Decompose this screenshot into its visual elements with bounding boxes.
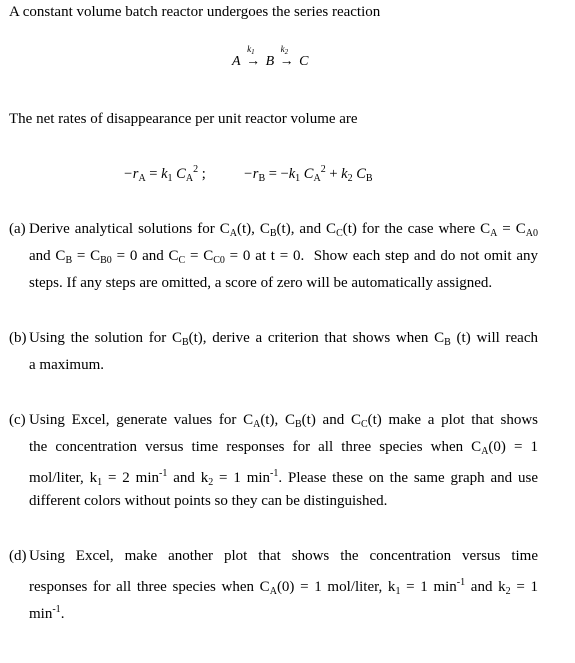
rate-constant-k1: $k_1$ — [247, 44, 255, 56]
part-a-line-2: and $C_B = C_{B0} = 0$ and $C_C = C_{C0} = 0$ at t = 0. Show each step and do not omit any — [29, 248, 538, 266]
reaction-scheme — [232, 44, 309, 70]
part-d-line-2: responses for all three species when $C_A(0) = 1$ mol/liter, $k_1 = 1$ $\min^{-1}$ and $k_2 = 1$ — [29, 577, 538, 597]
part-d-line-3: $\min^{-1}$. — [29, 604, 65, 622]
species-a: A — [232, 54, 241, 69]
part-c-line-1: Using Excel, generate values for $C_A(t)$, $C_B(t)$ and $C_C(t)$ make a plot that shows — [29, 412, 538, 430]
part-c-line-4: different colors without points so they can be distinguished. — [29, 493, 388, 509]
rate-equation-b: $-r_B = -k_1$ $C_A^2 + k_2$ $C_B$ — [243, 164, 373, 184]
intro-text: A constant volume batch reactor undergoes the series reaction — [9, 4, 381, 20]
part-a-line-3: steps. If any steps are omitted, a score of zero will be automatically assigned. — [29, 275, 493, 291]
reaction-arrow-2: $k_2$ → — [279, 44, 294, 69]
part-d-label: (d) — [9, 548, 27, 564]
part-a-line-1: Derive analytical solutions for $C_A(t)$, $C_B(t)$, and $C_C(t)$ for the case where $C_A = C_{A0}$ — [29, 221, 538, 239]
part-c-label: (c) — [9, 412, 26, 428]
rate-equation-a: $-r_A = k_1$ $C_A^2$ ; — [123, 164, 206, 184]
rates-intro-text: The net rates of disappearance per unit reactor volume are — [9, 111, 358, 127]
part-d-line-1: Using Excel, make another plot that shows the concentration versus time — [29, 548, 538, 564]
rate-constant-k2: $k_2$ — [280, 44, 289, 56]
part-b-line-2: a maximum. — [29, 357, 104, 373]
species-c: C — [299, 54, 309, 69]
part-a-label: (a) — [9, 221, 26, 237]
part-c-line-2: the concentration versus time responses for all three species when $C_A(0) = 1$ — [29, 439, 538, 457]
reaction-arrow-1: $k_1$ → — [246, 44, 261, 69]
species-b: B — [265, 54, 275, 69]
part-c-line-3: mol/liter, $k_1 = 2$ $\min^{-1}$ and $k_2 = 1$ $\min^{-1}$. Please these on the same graph and use — [29, 468, 539, 488]
part-b-line-1: Using the solution for $C_B(t)$, derive a criterion that shows when $C_B$ (t) will reach — [29, 330, 538, 348]
part-b-label: (b) — [9, 330, 27, 346]
